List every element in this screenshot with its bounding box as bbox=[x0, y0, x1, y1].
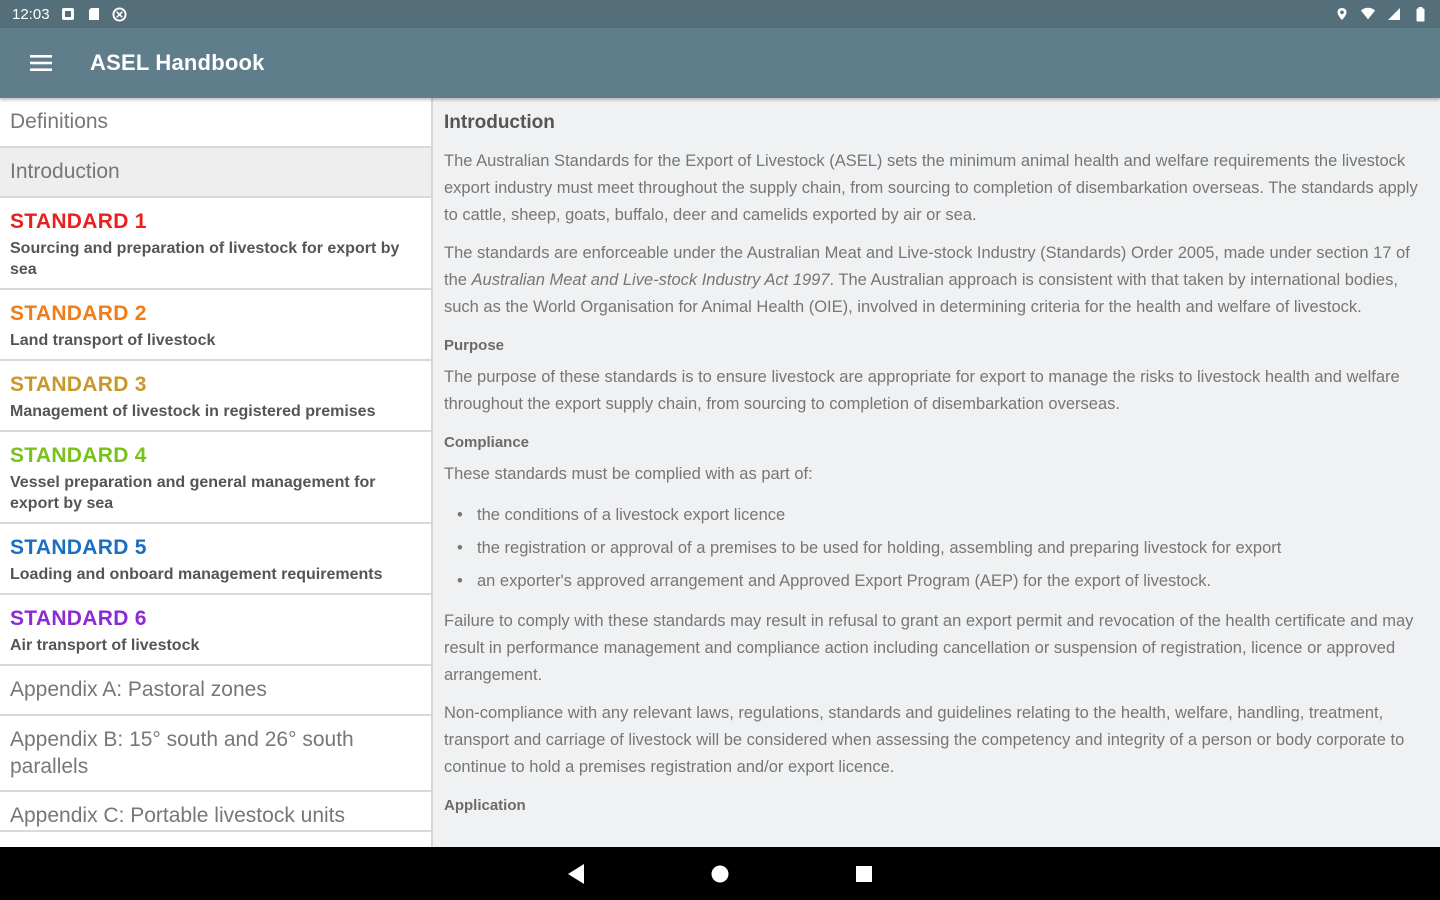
purpose-paragraph: The purpose of these standards is to ensure livestock are appropriate for export to manage the risks to livestock health and welfare throughout the export supply chain, from sourcing to completion of disembarkation overseas. bbox=[444, 368, 1400, 413]
hamburger-menu-icon[interactable] bbox=[0, 28, 82, 98]
location-icon bbox=[1334, 6, 1350, 22]
sidebar-item-label: Introduction bbox=[10, 160, 120, 183]
sidebar-item-appendix-c[interactable] bbox=[0, 792, 431, 832]
standard-title: STANDARD 4 bbox=[10, 444, 147, 467]
sidebar-item-label: Appendix A: Pastoral zones bbox=[10, 678, 267, 701]
compliance-intro: These standards must be complied with as part of: bbox=[444, 465, 813, 483]
standard-subtitle: Air transport of livestock bbox=[10, 637, 200, 654]
status-time: 12:03 bbox=[12, 5, 50, 23]
intro-p2-text-a: The standards are enforceable under the Australian Meat and Live-stock Industry (Standards) Order 2005, made under section 17 of the bbox=[444, 244, 1410, 289]
standard-subtitle: Land transport of livestock bbox=[10, 332, 216, 349]
battery-icon bbox=[1412, 6, 1428, 22]
intro-paragraph-2 bbox=[444, 240, 1428, 321]
app-bar bbox=[0, 28, 1440, 98]
purpose-heading: Purpose bbox=[444, 337, 505, 354]
app-title: ASEL Handbook bbox=[90, 50, 265, 75]
standard-title: STANDARD 2 bbox=[10, 302, 147, 325]
compliance-heading: Compliance bbox=[444, 434, 530, 451]
failure-paragraph: Failure to comply with these standards may result in refusal to grant an export permit and revocation of the health certificate and may result in performance management and compliance action including cancellation or suspension of registration, licence or approved arrangement. bbox=[444, 612, 1414, 684]
application-heading: Application bbox=[444, 797, 526, 814]
sidebar-item-appendix-a[interactable] bbox=[0, 666, 431, 716]
noncompliance-paragraph: Non-compliance with any relevant laws, regulations, standards and guidelines relating to the health, welfare, handling, treatment, transport and carriage of livestock will be considered when assessing the competency and integrity of a person or body corporate to continue to hold a premises registration and/or export licence. bbox=[444, 704, 1405, 776]
wifi-icon bbox=[1360, 6, 1376, 22]
sidebar-item-label: Definitions bbox=[10, 110, 109, 133]
standard-subtitle: Vessel preparation and general management for export by sea bbox=[10, 474, 376, 512]
sidebar-item-introduction[interactable] bbox=[0, 148, 431, 198]
sidebar-item-definitions[interactable] bbox=[0, 98, 431, 148]
sidebar-item-appendix-b[interactable] bbox=[0, 716, 431, 792]
standard-title: STANDARD 6 bbox=[10, 607, 147, 630]
signal-icon bbox=[1386, 6, 1402, 22]
standard-subtitle: Loading and onboard management requirements bbox=[10, 566, 383, 583]
sidebar-item-label: Appendix C: Portable livestock units bbox=[10, 804, 346, 827]
content-pane[interactable] bbox=[433, 98, 1440, 847]
sidebar-item-standard-6[interactable] bbox=[0, 595, 431, 666]
standard-title: STANDARD 3 bbox=[10, 373, 147, 396]
page-title: Introduction bbox=[444, 112, 555, 133]
status-left bbox=[12, 6, 128, 23]
standard-title: STANDARD 1 bbox=[10, 210, 147, 233]
sidebar-item-standard-1[interactable] bbox=[0, 198, 431, 290]
sync-icon bbox=[112, 6, 128, 22]
status-bar bbox=[0, 0, 1440, 28]
sidebar bbox=[0, 98, 433, 847]
standard-subtitle: Sourcing and preparation of livestock for export by sea bbox=[10, 240, 400, 278]
intro-p2-text-b: . The Australian approach is consistent with that taken by international bodies, such as the World Organisation for Animal Health (OIE), involved in determining criteria for the health and welfare of livestock. bbox=[444, 271, 1398, 316]
sidebar-item-standard-4[interactable] bbox=[0, 432, 431, 524]
compliance-list bbox=[444, 499, 1428, 598]
status-right bbox=[1334, 6, 1428, 22]
sidebar-item-standard-5[interactable] bbox=[0, 524, 431, 595]
sidebar-item-standard-2[interactable] bbox=[0, 290, 431, 361]
standard-title: STANDARD 5 bbox=[10, 536, 147, 559]
system-nav-bar bbox=[0, 847, 1440, 900]
list-item: • an exporter's approved arrangement and Approved Export Program (AEP) for the export of livestock. bbox=[477, 565, 1428, 598]
back-triangle-icon[interactable] bbox=[552, 850, 600, 898]
recents-square-icon[interactable] bbox=[840, 850, 888, 898]
act-title: Australian Meat and Live-stock Industry Act 1997 bbox=[471, 271, 830, 289]
notification-icon bbox=[60, 6, 76, 22]
list-item: • the conditions of a livestock export licence bbox=[477, 499, 1428, 532]
sd-card-icon bbox=[86, 6, 102, 22]
intro-paragraph-1: The Australian Standards for the Export of Livestock (ASEL) sets the minimum animal health and welfare requirements the livestock export industry must meet throughout the supply chain, from sourcing to completion of disembarkation overseas. The standards apply to cattle, sheep, goats, buffalo, deer and camelids exported by air or sea. bbox=[444, 152, 1418, 224]
sidebar-item-label: Appendix B: 15° south and 26° south parallels bbox=[10, 728, 354, 778]
standard-subtitle: Management of livestock in registered premises bbox=[10, 403, 376, 420]
sidebar-item-standard-3[interactable] bbox=[0, 361, 431, 432]
home-circle-icon[interactable] bbox=[696, 850, 744, 898]
list-item: • the registration or approval of a premises to be used for holding, assembling and preparing livestock for export bbox=[477, 532, 1428, 565]
